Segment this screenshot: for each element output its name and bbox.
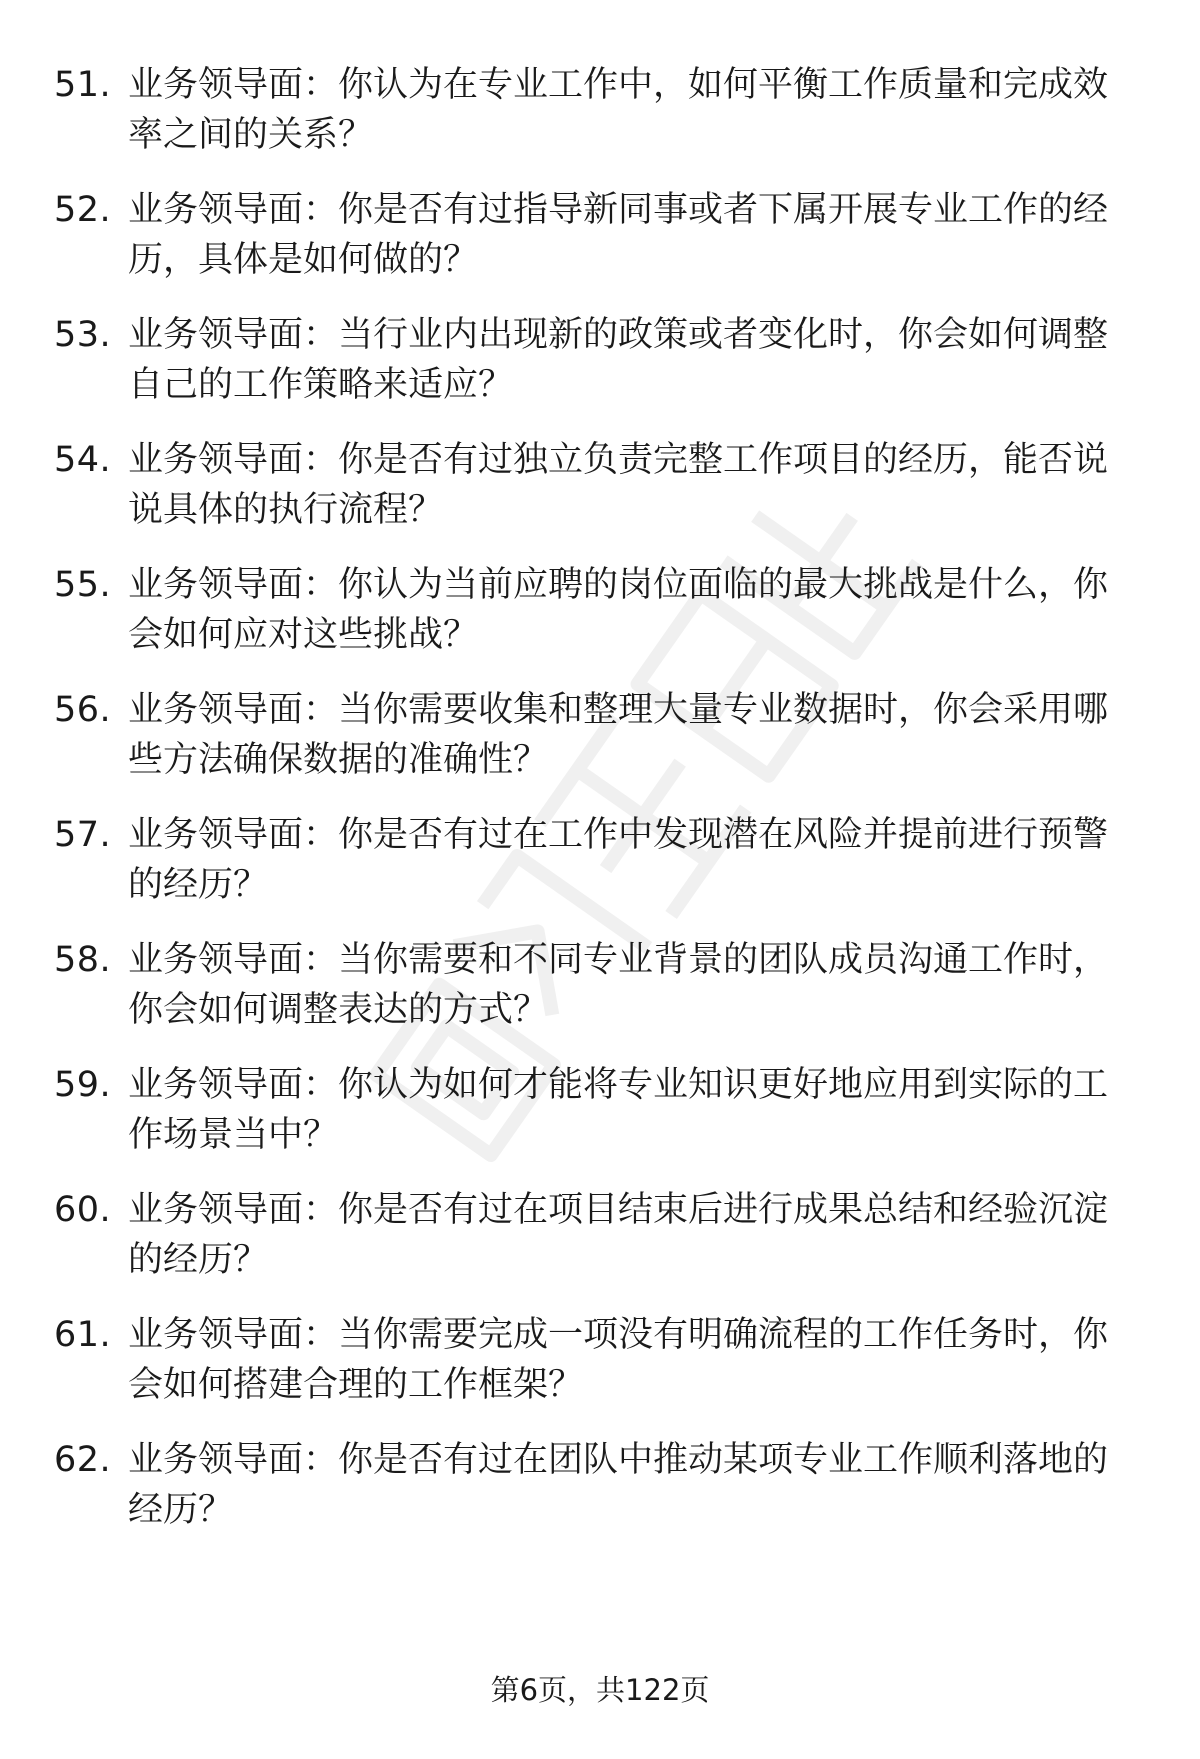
question-line: 些方法确保数据的准确性？ <box>128 740 549 780</box>
question-text <box>128 1310 1138 1410</box>
question-line: 业务领导面：当你需要和不同专业背景的团队成员沟通工作时， <box>128 940 1109 980</box>
question-text <box>128 560 1138 660</box>
question-line: 业务领导面：当你需要完成一项没有明确流程的工作任务时，你 <box>128 1315 1109 1355</box>
question-line: 业务领导面：你认为当前应聘的岗位面临的最大挑战是什么，你 <box>128 565 1109 605</box>
question-text <box>128 435 1138 535</box>
question-line: 业务领导面：你是否有过在团队中推动某项专业工作顺利落地的 <box>128 1440 1109 1480</box>
question-line: 业务领导面：你认为如何才能将专业知识更好地应用到实际的工 <box>128 1065 1109 1105</box>
list-item <box>0 1185 1200 1285</box>
page-footer <box>0 1670 1200 1710</box>
question-number: 60. <box>54 1190 112 1230</box>
list-item <box>0 685 1200 785</box>
question-text <box>128 935 1138 1035</box>
list-item <box>0 310 1200 410</box>
list-item <box>0 1435 1200 1535</box>
question-number: 62. <box>54 1440 112 1480</box>
question-text <box>128 185 1138 285</box>
question-line: 业务领导面：你认为在专业工作中，如何平衡工作质量和完成效 <box>128 65 1109 105</box>
question-number: 55. <box>54 565 112 605</box>
list-item <box>0 60 1200 160</box>
list-item <box>0 810 1200 910</box>
list-item <box>0 185 1200 285</box>
question-number: 58. <box>54 940 112 980</box>
question-number: 57. <box>54 815 112 855</box>
question-text <box>128 1435 1138 1535</box>
question-line: 说具体的执行流程？ <box>128 490 444 530</box>
question-line: 业务领导面：你是否有过在工作中发现潜在风险并提前进行预警 <box>128 815 1109 855</box>
question-line: 的经历？ <box>128 1240 269 1280</box>
question-line: 历，具体是如何做的？ <box>128 240 479 280</box>
question-number: 53. <box>54 315 112 355</box>
question-text <box>128 810 1138 910</box>
question-number: 59. <box>54 1065 112 1105</box>
question-line: 自己的工作策略来适应？ <box>128 365 514 405</box>
question-line: 作场景当中？ <box>128 1115 339 1155</box>
list-item <box>0 935 1200 1035</box>
question-line: 率之间的关系？ <box>128 115 374 155</box>
list-item <box>0 560 1200 660</box>
question-number: 56. <box>54 690 112 730</box>
question-line: 会如何搭建合理的工作框架？ <box>128 1365 584 1405</box>
question-line: 会如何应对这些挑战？ <box>128 615 479 655</box>
question-text <box>128 1185 1138 1285</box>
question-number: 51. <box>54 65 112 105</box>
question-line: 业务领导面：你是否有过在项目结束后进行成果总结和经验沉淀 <box>128 1190 1109 1230</box>
question-text <box>128 60 1138 160</box>
question-line: 经历？ <box>128 1490 234 1530</box>
question-text <box>128 310 1138 410</box>
question-text <box>128 685 1138 785</box>
question-number: 54. <box>54 440 112 480</box>
question-line: 业务领导面：当你需要收集和整理大量专业数据时，你会采用哪 <box>128 690 1109 730</box>
question-line: 你会如何调整表达的方式？ <box>128 990 549 1030</box>
question-number: 52. <box>54 190 112 230</box>
question-line: 业务领导面：当行业内出现新的政策或者变化时，你会如何调整 <box>128 315 1109 355</box>
question-text <box>128 1060 1138 1160</box>
question-line: 的经历？ <box>128 865 269 905</box>
list-item <box>0 1310 1200 1410</box>
list-item <box>0 1060 1200 1160</box>
list-item <box>0 435 1200 535</box>
question-line: 业务领导面：你是否有过独立负责完整工作项目的经历，能否说 <box>128 440 1109 480</box>
question-number: 61. <box>54 1315 112 1355</box>
question-line: 业务领导面：你是否有过指导新同事或者下属开展专业工作的经 <box>128 190 1109 230</box>
page-number-label: 第6页，共122页 <box>490 1673 710 1707</box>
